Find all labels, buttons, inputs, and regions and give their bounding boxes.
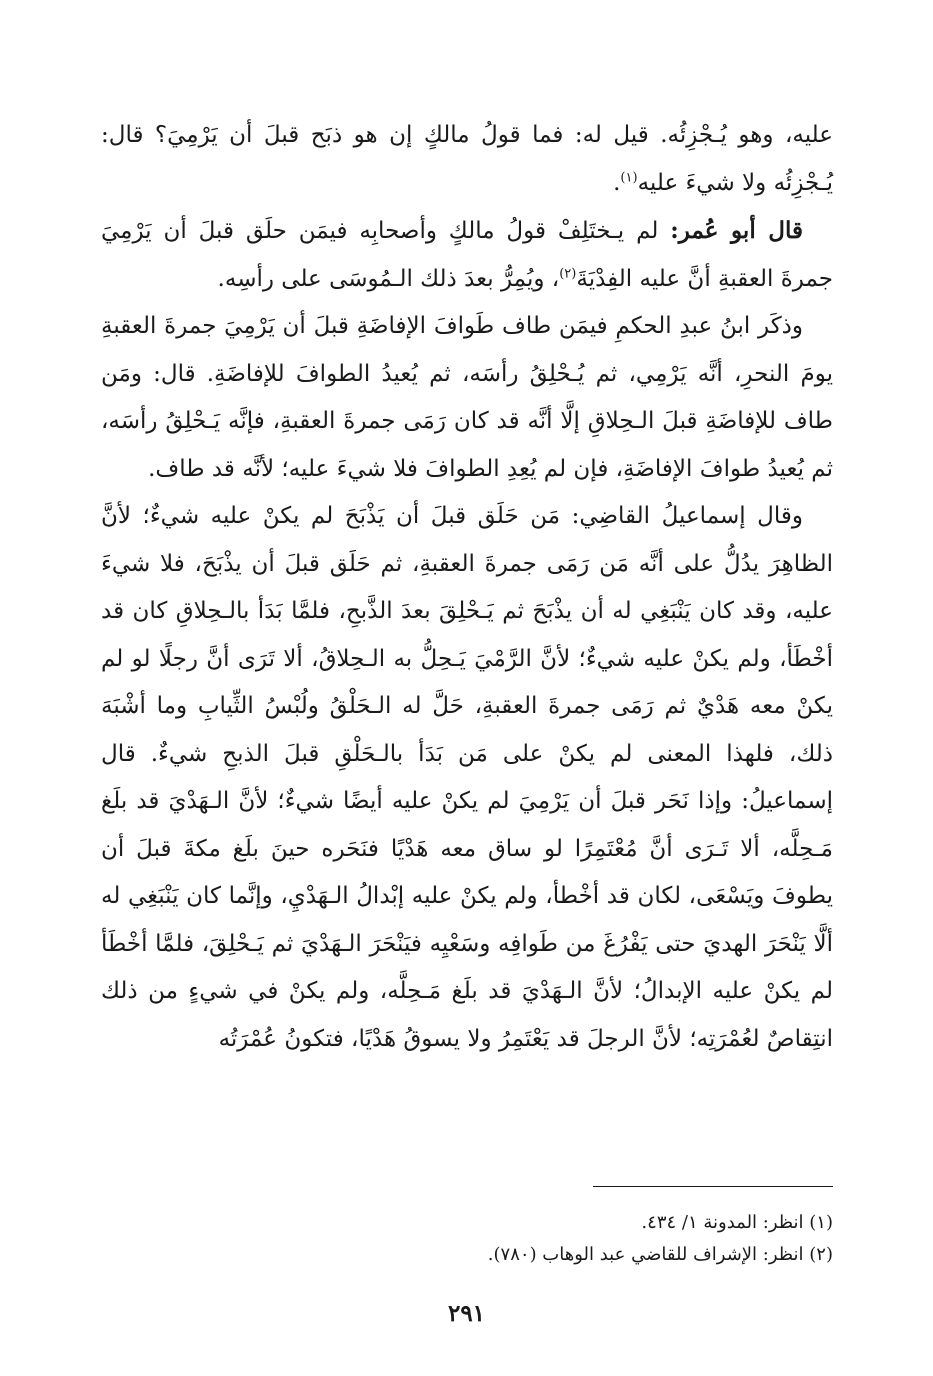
paragraph-text: لم يـختَلِفْ قولُ مالكٍ وأصحابِه فيمَن حلَق قبلَ أن يَرْمِيَ جمرةَ العقبةِ أنَّ عليه الفِدْيَةَ bbox=[101, 218, 833, 292]
paragraph-tail: ، ويُمِرُّ بعدَ ذلك الـمُوسَى على رأسِه. bbox=[217, 265, 560, 292]
page-number: ٢٩١ bbox=[447, 1300, 486, 1327]
paragraph-text: عليه، وهو يُـجْزِئُه. قيل له: فما قولُ مالكٍ إن هو ذبَح قبلَ أن يَرْمِيَ؟ قال: يُـجْزِئُه ولا شيءَ عليه bbox=[101, 122, 833, 196]
footnote-ref-1: (١) bbox=[620, 169, 638, 185]
footnote-2: (٢) انظر: الإشراف للقاضي عبد الوهاب (٧٨٠). bbox=[487, 1244, 833, 1265]
footnote-divider bbox=[593, 1186, 833, 1187]
paragraph-4 bbox=[101, 493, 833, 1063]
footnotes bbox=[101, 1207, 833, 1271]
footnote-ref-2: (٢) bbox=[559, 265, 577, 281]
footnote-1: (١) انظر: المدونة ١/ ٤٣٤. bbox=[641, 1212, 833, 1233]
paragraph-text: وذكَر ابنُ عبدِ الحكمِ فيمَن طاف طَوافَ الإفاضَةِ قبلَ أن يَرْمِيَ جمرةَ العقبةِ يومَ النحرِ، أنَّه يَرْمِي، ثم يُـحْلِقُ رأسَه، ثم يُعيدُ الطوافَ للإفاضَةِ. قال: ومَن طاف للإفاضَةِ قبلَ الـحِلاقِ إلَّا أنَّه قد كان رَمَى جمرةَ العقبةِ، فإنَّه يَـحْلِقُ رأسَه، ثم يُعيدُ طوافَ الإفاضَةِ، فإن لم يُعِدِ الطوافَ فلا شيءَ عليه؛ لأنَّه قد طاف. bbox=[101, 313, 833, 482]
paragraph-text: وقال إسماعيلُ القاضِي: مَن حَلَق قبلَ أن يَذْبَحَ لم يكنْ عليه شيءٌ؛ لأنَّ الظاهِرَ يدُلُّ على أنَّه مَن رَمَى جمرةَ العقبةِ، ثم حَلَق قبلَ أن يذْبَحَ، فلا شيءَ عليه، وقد كان يَنْبَغِي له أن يذْبَحَ ثم يَـحْلِقَ بعدَ الذَّبحِ، فلمَّا بَدَأ بالـحِلاقِ كان قد أخْطَأ، ولم يكنْ عليه شيءٌ؛ لأنَّ الرَّمْيَ يَـحِلُّ به الـحِلاقُ، ألا تَرَى أنَّ رجلًا لو لم يكنْ معه هَدْيٌ ثم رَمَى جمرةَ العقبةِ، حَلَّ له الـحَلْقُ ولُبْسُ الثِّيابِ وما أشْبَهَ ذلك، فلهذا المعنى لم يكنْ على مَن بَدَأ بالـحَلْقِ قبلَ الذبحِ شيءٌ. قال إسماعيلُ: وإذا نَحَر قبلَ أن يَرْمِيَ لم يكنْ عليه أيضًا شيءٌ؛ لأنَّ الـهَدْيَ قد بلَغ مَـحِلَّه، ألا تَـرَى أنَّ مُعْتَمِرًا لو ساق معه هَدْيًا فنَحَره حينَ بلَغ مكةَ قبلَ أن يطوفَ ويَسْعَى، لكان قد أخْطأ، ولم يكنْ عليه إبْدالُ الـهَدْيِ، وإنَّما كان يَنْبَغِي له ألَّا يَنْحَرَ الهديَ حتى يَفْرُغَ من طَوافِه وسَعْيِه فيَنْحَرَ الـهَدْيَ ثم يَـحْلِقَ، فلمَّا أخْطَأ لم يكنْ عليه الإبدالُ؛ لأنَّ الـهَدْيَ قد بلَغ مَـحِلَّه، ولم يكنْ في شيءٍ من ذلك انتِقاصٌ لعُمْرَتِه؛ لأنَّ الرجلَ قد يَعْتَمِرُ ولا يسوقُ هَدْيًا، فتكونُ عُمْرَتُه bbox=[101, 503, 833, 1052]
paragraph-tail: . bbox=[613, 169, 621, 196]
paragraph-1 bbox=[101, 112, 833, 207]
paragraph-3 bbox=[101, 303, 833, 493]
paragraph-2 bbox=[101, 207, 833, 303]
main-text bbox=[101, 112, 833, 1063]
speaker-lead: قال أبو عُمر: bbox=[670, 217, 803, 244]
